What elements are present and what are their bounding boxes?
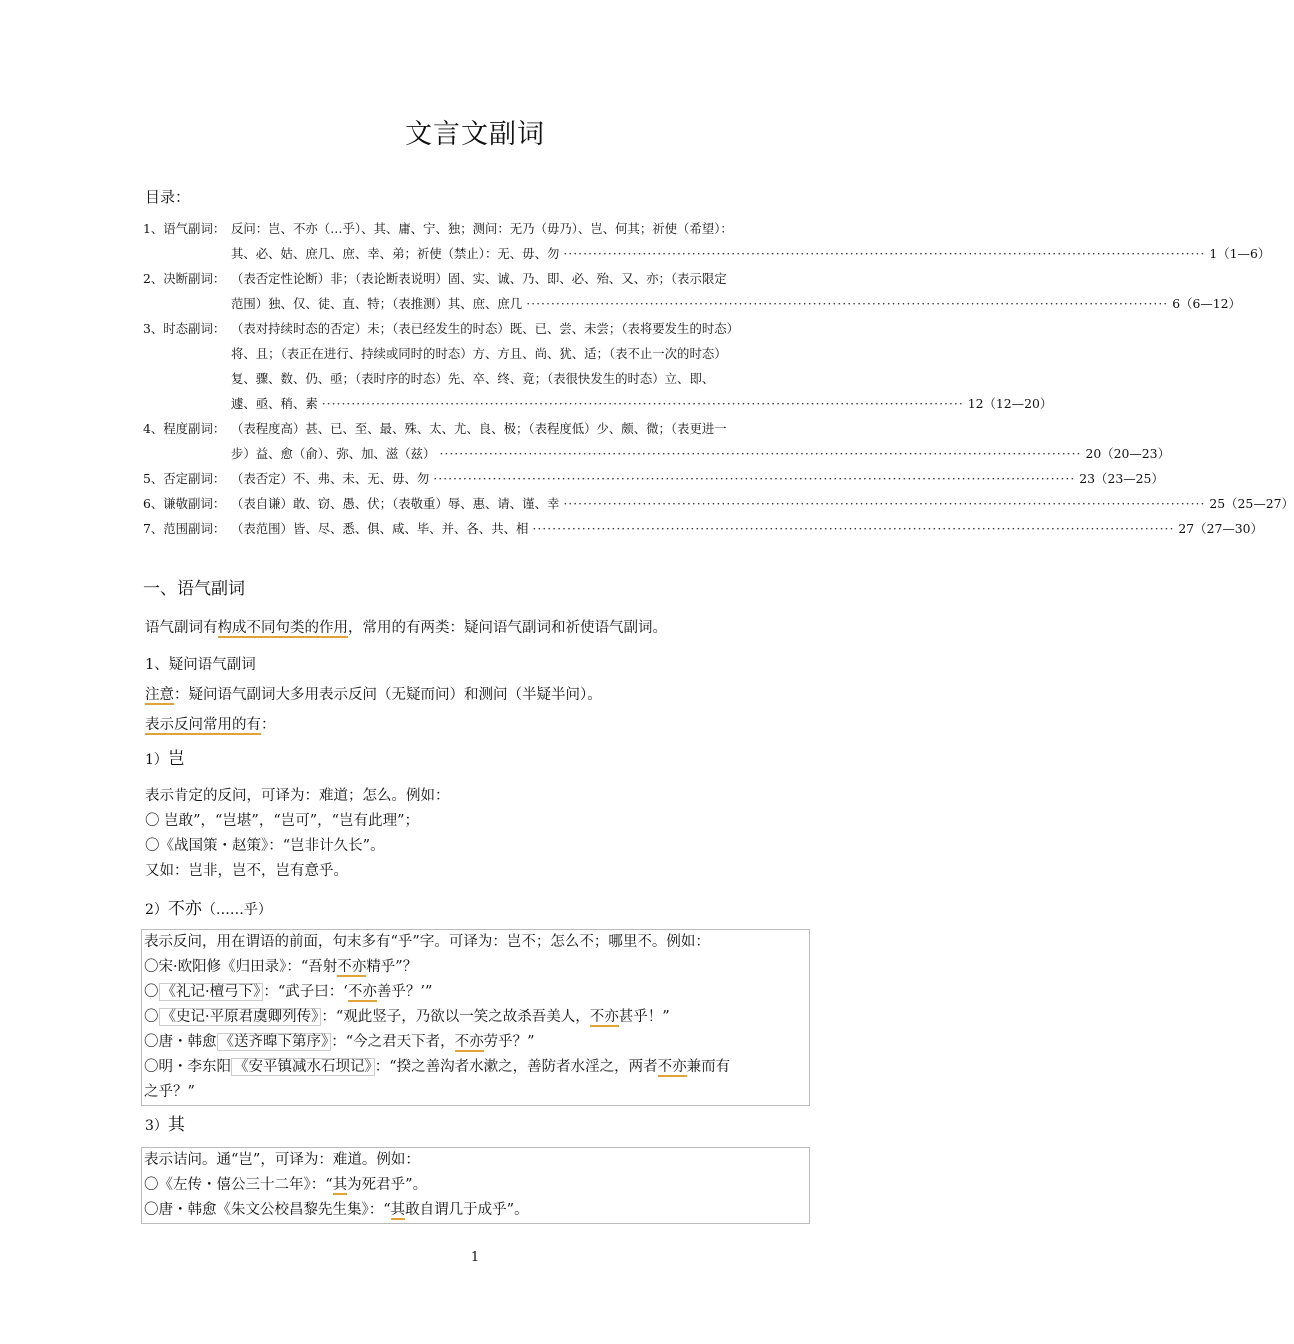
toc-leader-dots: [559, 241, 1209, 266]
toc-heading: 目录：: [145, 188, 191, 206]
toc-entry-text: （表自谦）敢、窃、愚、伏；（表敬重）辱、惠、请、谨、幸: [231, 496, 560, 511]
example-text: 〇《左传・僖公三十二年》：“: [144, 1177, 333, 1193]
box-line: [142, 980, 809, 1005]
toc-entry-text: （表否定性论断）非；（表论断表说明）固、实、诚、乃、即、必、殆、又、亦；（表示限定: [231, 271, 727, 286]
keyword-highlight: 不亦: [347, 984, 377, 1000]
item-suffix: （……乎）: [201, 902, 272, 918]
note-label: 注意: [145, 687, 174, 703]
toc-leader-dots: [435, 441, 1085, 466]
item-1-line: 表示肯定的反问，可译为：难道；怎么。例如：: [145, 788, 450, 804]
example-text: 〇: [144, 1009, 159, 1025]
toc-entry-line: [231, 391, 1052, 416]
example-text: ：“观此竖子，乃欲以一笑之故杀吾美人，: [321, 1009, 590, 1025]
example-text: 兼而有: [686, 1059, 731, 1075]
citation: 《史记·平原君虞卿列传》: [159, 1008, 322, 1026]
table-of-contents: [143, 216, 1294, 541]
toc-entry-label: 4、程度副词：: [143, 421, 226, 436]
toc-entry-text: （表范围）皆、尽、悉、俱、咸、毕、并、各、共、相: [231, 521, 529, 536]
toc-page-ref: 23（23—25）: [1079, 471, 1164, 486]
toc-entry-label: 5、否定副词：: [143, 471, 226, 486]
toc-entry-text: 将、且；（表正在进行、持续或同时的时态）方、方且、尚、犹、适；（表不止一次的时态）: [231, 346, 727, 361]
toc-entry-body: [231, 466, 1164, 491]
toc-entry-line: [231, 366, 1052, 391]
toc-page-ref: 20（20—23）: [1085, 446, 1170, 461]
toc-entry: [143, 216, 1271, 266]
box-line: [142, 1030, 809, 1055]
item-word: 其: [167, 1115, 185, 1135]
toc-entry-line: [231, 491, 1294, 516]
toc-entry-text: 其、必、姑、庶几、庶、幸、弟；祈使（禁止）：无、毋、勿: [231, 246, 560, 261]
toc-entry-line: [231, 416, 1170, 441]
toc-entry-line: [231, 216, 1270, 241]
toc-entry-body: [231, 266, 1241, 316]
example-text: ：“武子曰：‘: [263, 984, 348, 1000]
example-text: 甚乎！”: [618, 1009, 670, 1025]
toc-entry: [143, 416, 1170, 466]
box-line: [142, 1055, 809, 1080]
example-text: 〇宋·欧阳修《归田录》：“吾射: [144, 959, 338, 975]
toc-entry-text: 范围）独、仅、徒、直、特；（表推测）其、庶、庶几: [231, 296, 523, 311]
example-text: 〇明・李东阳: [144, 1059, 231, 1075]
keyword-highlight: 其: [332, 1177, 348, 1193]
keyword-highlight: 不亦: [454, 1034, 484, 1050]
item-number: 2）: [145, 902, 168, 918]
example-text: 善乎？’”: [376, 984, 433, 1000]
intro-text: 语气副词有: [145, 620, 218, 636]
toc-entry-label: 2、决断副词：: [143, 271, 226, 286]
keyword-highlight: 不亦: [337, 959, 367, 975]
toc-entry-text: （表对持续时态的否定）未；（表已经发生的时态）既、已、尝、未尝；（表将要发生的时态）: [231, 321, 740, 336]
toc-page-ref: 27（27—30）: [1178, 521, 1263, 536]
toc-entry-text: （表程度高）甚、已、至、最、殊、太、尤、良、极；（表程度低）少、颇、微；（表更进一: [231, 421, 727, 436]
toc-entry-label: 3、时态副词：: [143, 321, 226, 336]
item-word: 岂: [167, 749, 185, 769]
toc-leader-dots: [429, 466, 1079, 491]
item-1-heading: [145, 744, 185, 769]
toc-entry-text: 反问：岂、不亦（…乎）、其、庸、宁、独；测问：无乃（毋乃）、岂、何其；祈使（希望）：: [231, 221, 733, 236]
toc-page-ref: 1（1—6）: [1209, 246, 1271, 261]
toc-entry-label: 1、语气副词：: [143, 221, 226, 236]
toc-entry-text: 遽、亟、稍、素: [231, 396, 318, 411]
toc-entry-body: [231, 516, 1263, 541]
box-line: [142, 1005, 809, 1030]
item-3-example-box: [141, 1147, 810, 1224]
item-word: 不亦: [167, 899, 202, 919]
toc-entry: [143, 316, 1053, 416]
toc-entry-line: [231, 516, 1263, 541]
example-text: 精乎”？: [366, 959, 418, 975]
item-number: 1）: [145, 752, 168, 768]
box-line: 表示诘问。通“岂”，可译为：难道。例如：: [144, 1152, 420, 1168]
item-2-heading: [145, 894, 272, 919]
box-line: 之乎？”: [144, 1084, 195, 1100]
example-text: 敢自谓几于成乎”。: [405, 1202, 529, 1218]
toc-entry-text: 复、骤、数、仍、亟；（表时序的时态）先、卒、终、竟；（表很快发生的时态）立、即、: [231, 371, 715, 386]
toc-leader-dots: [318, 391, 968, 416]
fanwen-colon: ：: [261, 717, 276, 733]
item-number: 3）: [145, 1118, 168, 1134]
fanwen-line: [145, 713, 276, 734]
toc-entry-text: 步）益、愈（俞）、弥、加、滋（兹）: [231, 446, 436, 461]
citation: 《礼记·檀弓下》: [159, 983, 264, 1001]
example-text: 劳乎？”: [483, 1034, 535, 1050]
intro-text-end: ，常用的有两类：疑问语气副词和祈使语气副词。: [348, 620, 667, 636]
toc-entry-body: [231, 416, 1170, 466]
note-text: ：疑问语气副词大多用表示反问（无疑而问）和测问（半疑半问）。: [174, 687, 602, 703]
example-text: ：“揆之善沟者水漱之，善防者水淫之，两者: [374, 1059, 658, 1075]
toc-leader-dots: [528, 516, 1178, 541]
keyword-highlight: 不亦: [657, 1059, 687, 1075]
toc-entry-body: [231, 491, 1294, 516]
toc-entry-label: 7、范围副词：: [143, 521, 226, 536]
toc-page-ref: 25（25—27）: [1209, 496, 1294, 511]
item-3-heading: [145, 1110, 185, 1135]
toc-entry-body: [231, 316, 1052, 416]
toc-entry-label: 6、谦敬副词：: [143, 496, 226, 511]
section-heading: 一、语气副词: [143, 579, 245, 599]
toc-page-ref: 12（12—20）: [967, 396, 1053, 411]
box-line: 表示反问，用在谓语的前面，句末多有“乎”字。可译为：岂不；怎么不；哪里不。例如：: [144, 934, 710, 950]
example-text: 〇唐・韩愈: [144, 1034, 217, 1050]
toc-entry-body: [231, 216, 1270, 266]
example-text: ：“今之君天下者，: [331, 1034, 455, 1050]
citation: 《送齐暭下第序》: [217, 1033, 332, 1051]
item-2-example-box: [141, 929, 810, 1106]
box-line: [142, 1198, 809, 1223]
example-text: 为死君乎”。: [347, 1177, 428, 1193]
toc-leader-dots: [522, 291, 1172, 316]
toc-entry-text: （表否定）不、弗、未、无、毋、勿: [231, 471, 430, 486]
toc-entry: [143, 266, 1241, 316]
intro-paragraph: [145, 616, 667, 637]
item-1-line: 〇《战国策・赵策》：“岂非计久长”。: [145, 838, 385, 854]
toc-leader-dots: [559, 491, 1209, 516]
toc-entry: [143, 491, 1294, 516]
toc-page-ref: 6（6—12）: [1172, 296, 1241, 311]
note-paragraph: [145, 683, 602, 704]
toc-entry-line: [231, 241, 1270, 266]
example-text: 〇: [144, 984, 159, 1000]
toc-entry-line: [231, 466, 1164, 491]
toc-entry-line: [231, 316, 1052, 341]
item-1-line: 又如：岂非，岂不，岂有意乎。: [145, 863, 348, 879]
document-title: 文言文副词: [405, 119, 545, 150]
keyword-highlight: 不亦: [589, 1009, 619, 1025]
toc-entry-line: [231, 341, 1052, 366]
box-line: [142, 1173, 809, 1198]
citation: 《安平镇减水石坝记》: [231, 1058, 375, 1076]
toc-entry: [143, 466, 1164, 491]
intro-highlight: 构成不同句类的作用: [217, 620, 348, 636]
keyword-highlight: 其: [390, 1202, 406, 1218]
item-1-line: 〇 岂敢”，“岂堪”，“岂可”，“岂有此理”；: [145, 813, 419, 829]
toc-entry-line: [231, 291, 1241, 316]
box-line: [142, 955, 809, 980]
page-number: 1: [470, 1250, 480, 1265]
toc-entry-line: [231, 266, 1241, 291]
example-text: 〇唐・韩愈《朱文公校昌黎先生集》：“: [144, 1202, 391, 1218]
subsection-heading: 1、疑问语气副词: [145, 657, 256, 673]
toc-entry: [143, 516, 1263, 541]
toc-entry-line: [231, 441, 1170, 466]
fanwen-label: 表示反问常用的有: [145, 717, 261, 733]
